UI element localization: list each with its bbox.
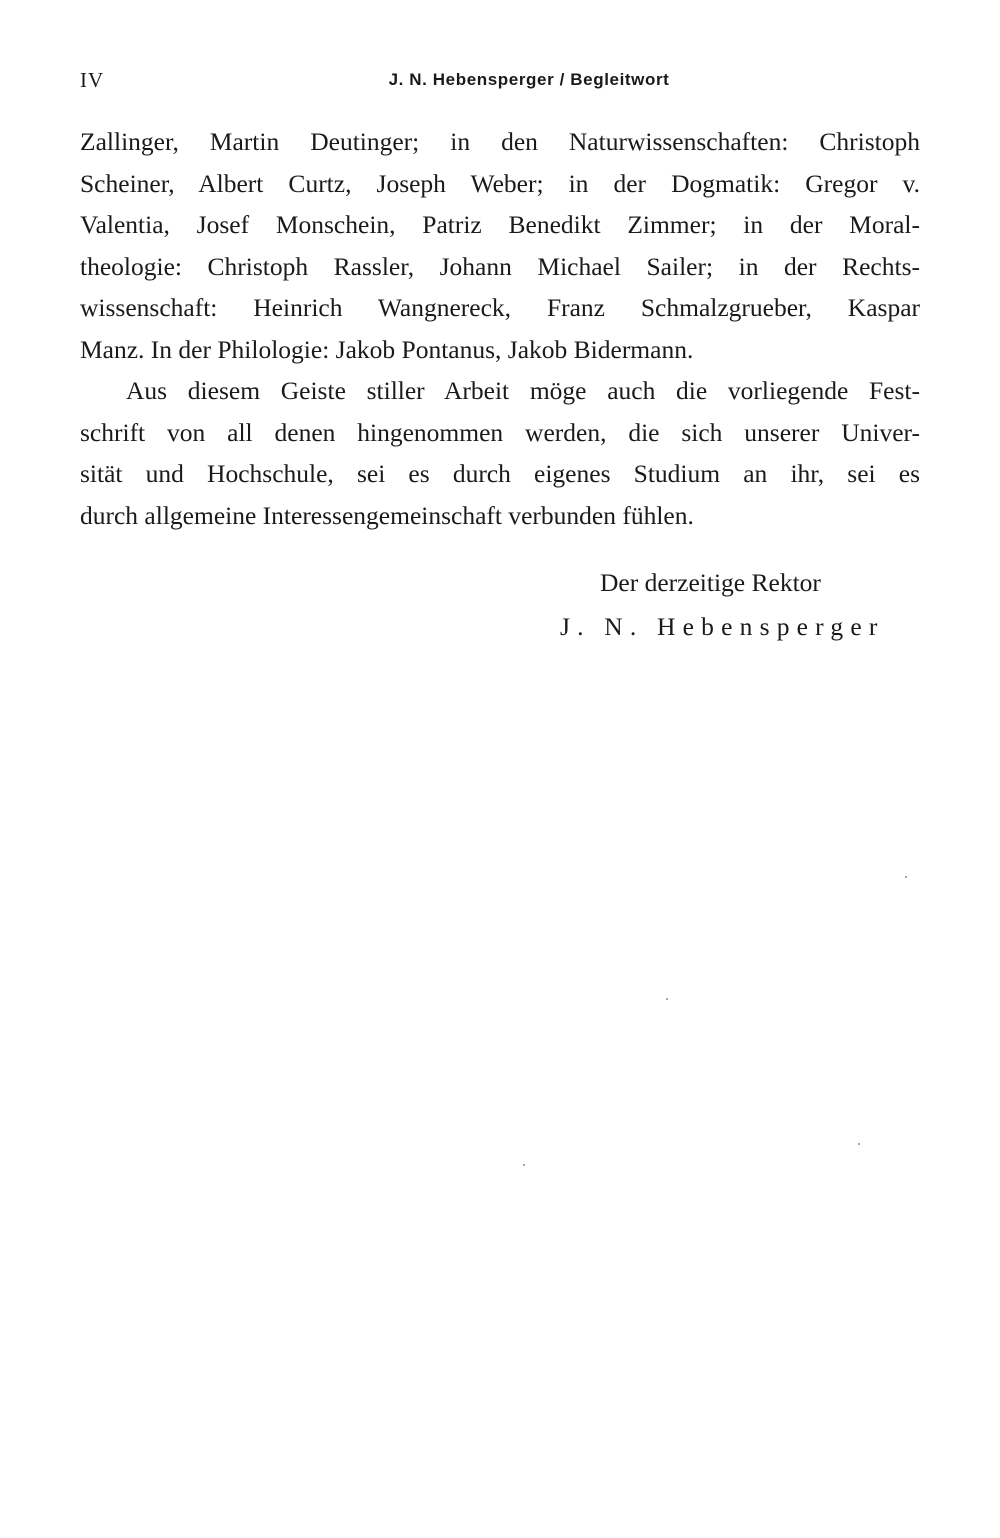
text-line: Valentia, Josef Monschein, Patriz Benedikt Zimmer; in der Moral-	[80, 210, 920, 239]
text-line: durch allgemeine Interessengemeinschaft verbunden fühlen.	[80, 500, 694, 530]
text-line: wissenschaft: Heinrich Wangnereck, Franz Schmalzgrueber, Kaspar	[80, 293, 920, 322]
text-line: Zallinger, Martin Deutinger; in den Naturwissenschaften: Christoph	[80, 127, 920, 156]
text-line: Scheiner, Albert Curtz, Joseph Weber; in der Dogmatik: Gregor v.	[80, 168, 920, 198]
text-line: theologie: Christoph Rassler, Johann Michael Sailer; in der Rechts-	[80, 251, 920, 281]
paragraph-1	[80, 121, 920, 370]
text-line: Manz. In der Philologie: Jakob Pontanus, Jakob Bidermann.	[80, 334, 694, 364]
scan-speck	[523, 1164, 525, 1166]
running-header	[80, 68, 920, 96]
paragraph-2	[80, 370, 920, 536]
text-line: Aus diesem Geiste stiller Arbeit möge auch die vorliegende Fest-	[126, 376, 920, 405]
running-title: J. N. Hebensperger / Begleitwort	[388, 70, 670, 89]
text-line: sität und Hochschule, sei es durch eigenes Studium an ihr, sei es	[80, 459, 920, 488]
text-line: schrift von all denen hingenommen werden, die sich unserer Univer-	[80, 417, 920, 447]
page-number: IV	[80, 68, 105, 92]
scan-speck	[905, 876, 907, 878]
scan-speck	[858, 1143, 860, 1145]
signature-name: J. N. Hebensperger	[560, 612, 885, 641]
scan-speck	[666, 998, 668, 1000]
signature-title: Der derzeitige Rektor	[600, 568, 821, 597]
signature-block	[560, 563, 920, 651]
body-text	[80, 121, 920, 536]
